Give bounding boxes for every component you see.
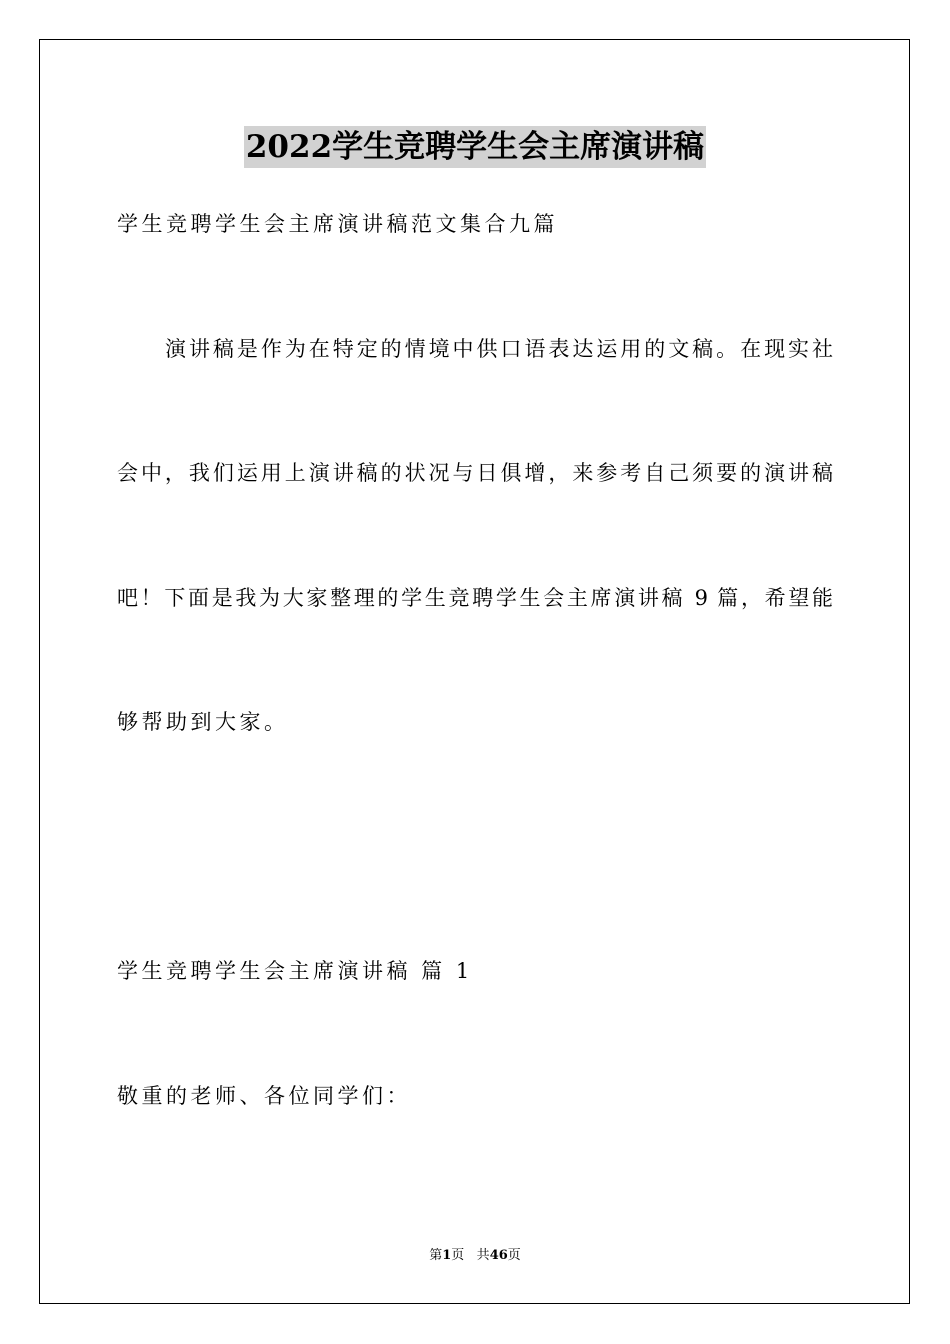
footer-page-prefix: 第 xyxy=(429,1248,443,1263)
footer-total-pages: 46 xyxy=(489,1248,508,1263)
footer-total-prefix: 共 xyxy=(476,1248,490,1263)
document-title: 2022学生竞聘学生会主席演讲稿 xyxy=(244,126,706,168)
intro-paragraph-line-2: 会中，我们运用上演讲稿的状况与日俱增，来参考自己须要的演讲稿 xyxy=(117,461,833,485)
salutation: 敬重的老师、各位同学们： xyxy=(117,1084,411,1108)
intro-paragraph-line-4: 够帮助到大家。 xyxy=(117,710,289,734)
footer-page-number: 1 xyxy=(442,1248,452,1263)
section-heading: 学生竞聘学生会主席演讲稿 篇 1 xyxy=(117,959,473,983)
footer-total-suffix: 页 xyxy=(507,1248,521,1263)
intro-paragraph-line-3: 吧！下面是我为大家整理的学生竞聘学生会主席演讲稿 9 篇，希望能 xyxy=(117,586,833,610)
page-footer xyxy=(0,1247,950,1265)
intro-paragraph-line-1: 演讲稿是作为在特定的情境中供口语表达运用的文稿。在现实社 xyxy=(165,337,833,361)
document-subtitle: 学生竞聘学生会主席演讲稿范文集合九篇 xyxy=(117,212,558,236)
title-block xyxy=(0,126,950,168)
footer-page-suffix: 页 xyxy=(451,1248,465,1263)
